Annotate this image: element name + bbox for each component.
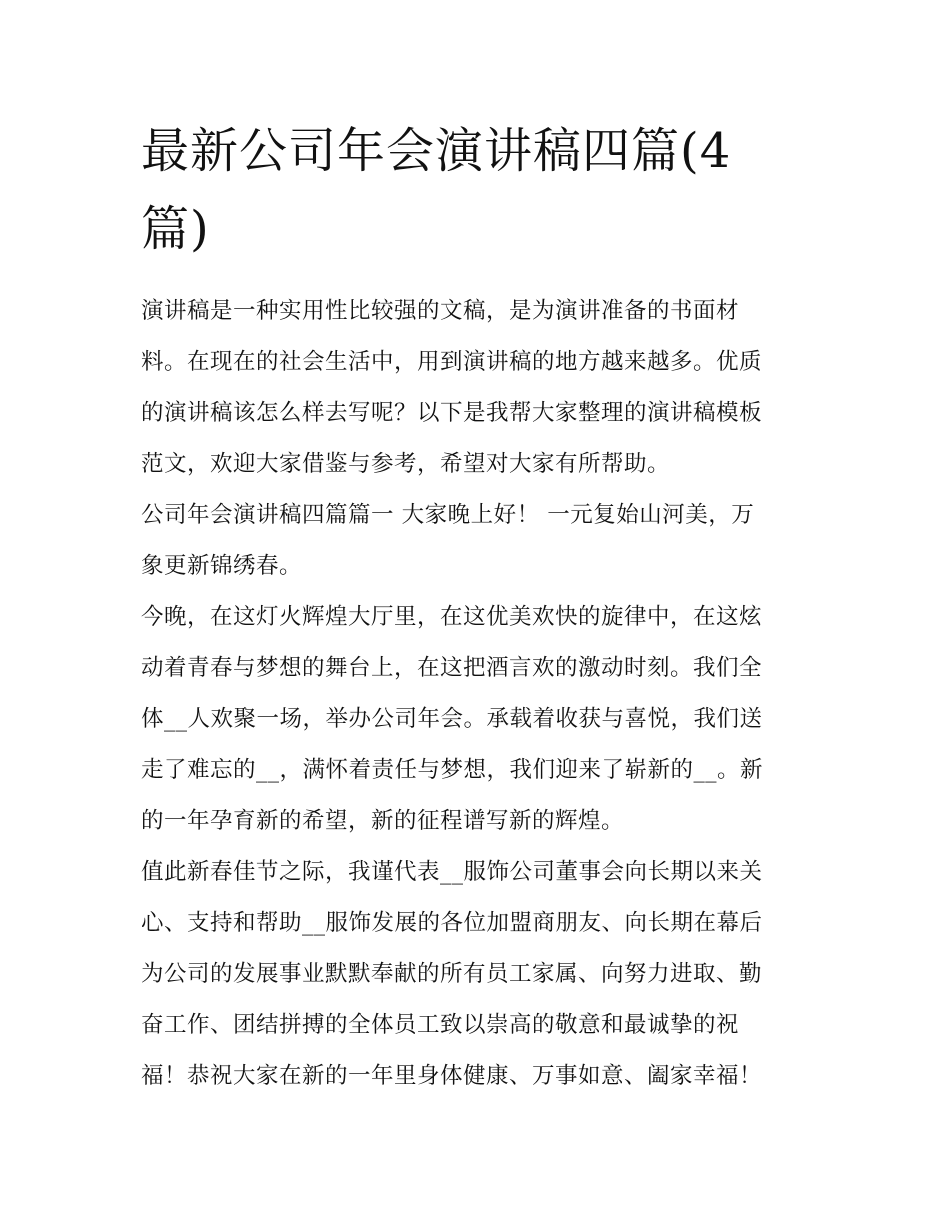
text-line: 的一年孕育新的希望，新的征程谱写新的辉煌。 (141, 808, 625, 834)
text-line: 演讲稿是一种实用性比较强的文稿，是为演讲准备的书面材 (141, 298, 740, 324)
text-line: 福！恭祝大家在新的一年里身体健康、万事如意、阖家幸福！ (141, 1063, 763, 1089)
document-body (141, 286, 813, 1102)
text-line: 心、支持和帮助__服饰发展的各位加盟商朋友、向长期在幕后 (141, 910, 763, 936)
text-line: 值此新春佳节之际，我谨代表__服饰公司董事会向长期以来关 (141, 859, 763, 885)
paragraph-intro (141, 286, 813, 490)
text-line: 象更新锦绣春。 (141, 553, 303, 579)
text-line: 奋工作、团结拼搏的全体员工致以崇高的敬意和最诚挚的祝 (141, 1012, 740, 1038)
paragraph-wishes (141, 847, 813, 1102)
paragraph-greeting (141, 490, 813, 592)
text-line: 范文，欢迎大家借鉴与参考，希望对大家有所帮助。 (141, 451, 671, 477)
text-line: 今晚，在这灯火辉煌大厅里，在这优美欢快的旋律中，在这炫 (141, 604, 763, 630)
text-line: 料。在现在的社会生活中，用到演讲稿的地方越来越多。优质 (141, 349, 763, 375)
paragraph-tonight (141, 592, 813, 847)
document-title (141, 112, 761, 268)
text-line: 动着青春与梦想的舞台上，在这把酒言欢的激动时刻。我们全 (141, 655, 763, 681)
text-line: 走了难忘的__，满怀着责任与梦想，我们迎来了崭新的__。新 (141, 757, 764, 783)
document-content (141, 112, 813, 1102)
title-line: 篇) (141, 201, 210, 257)
text-line: 的演讲稿该怎么样去写呢？以下是我帮大家整理的演讲稿模板 (141, 400, 763, 426)
text-line: 为公司的发展事业默默奉献的所有员工家属、向努力进取、勤 (141, 961, 763, 987)
title-line: 最新公司年会演讲稿四篇(4 (141, 123, 732, 179)
text-line: 公司年会演讲稿四篇篇一 大家晚上好！ 一元复始山河美，万 (141, 502, 755, 528)
text-line: 体__人欢聚一场，举办公司年会。承载着收获与喜悦，我们送 (141, 706, 763, 732)
